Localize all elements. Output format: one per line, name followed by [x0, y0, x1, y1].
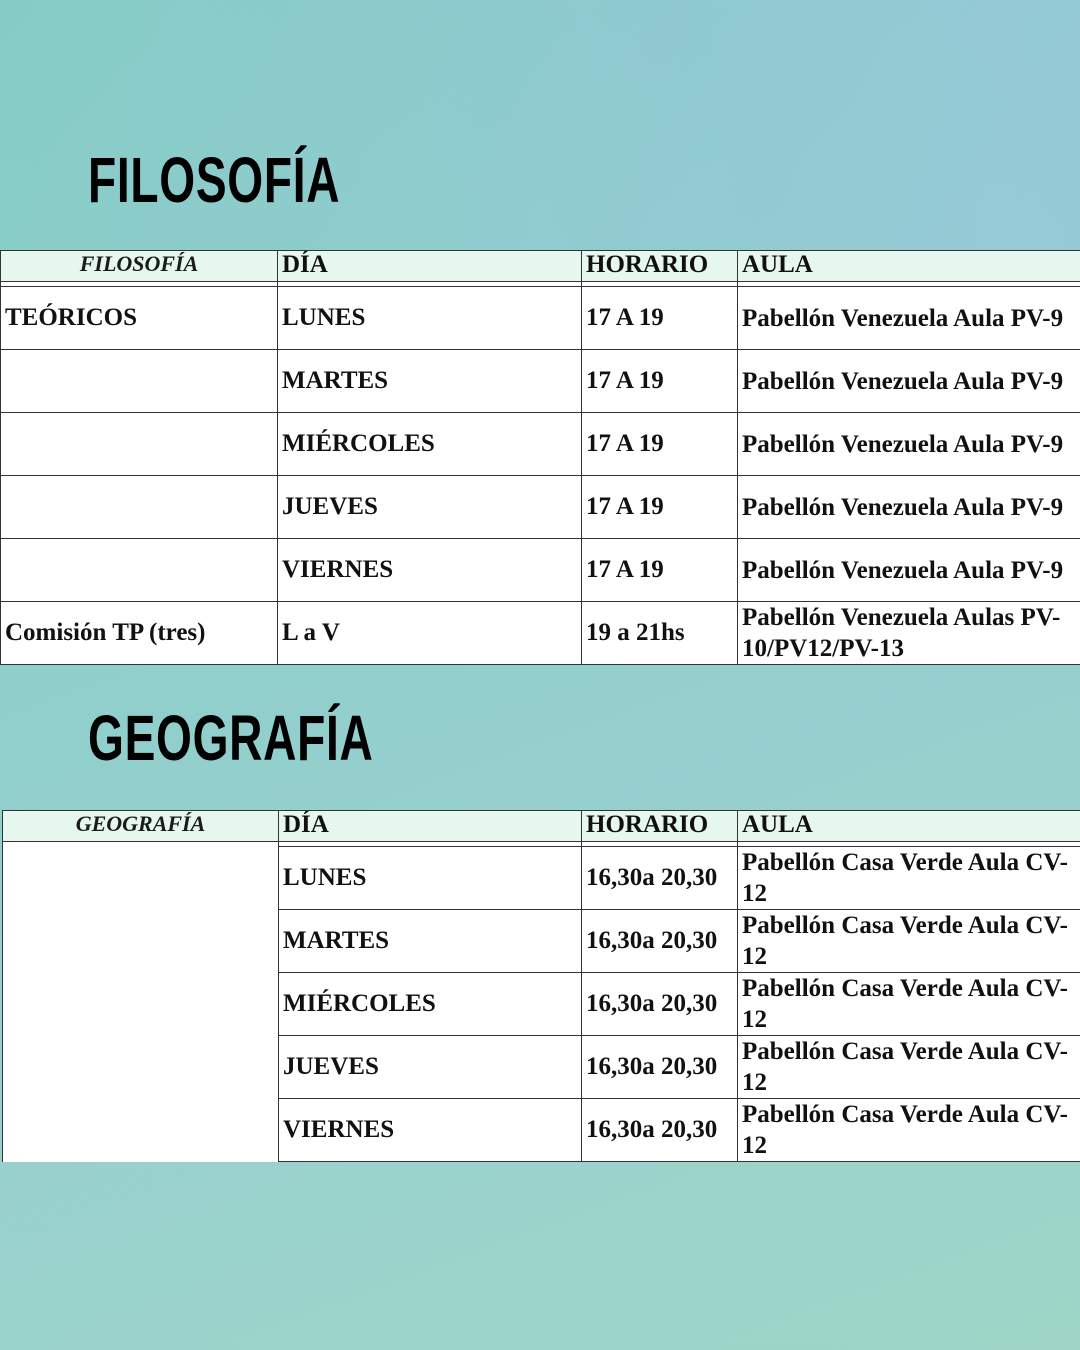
header-dia: DÍA — [279, 811, 582, 842]
row-horario: 16,30a 20,30 — [582, 910, 738, 973]
row-horario: 17 A 19 — [582, 476, 738, 539]
row-aula: Pabellón Venezuela Aula PV-9 — [738, 539, 1080, 602]
row-label: Comisión TP (tres) — [1, 602, 278, 665]
row-label — [1, 413, 278, 476]
header-subject: GEOGRAFÍA — [3, 811, 279, 842]
table-row — [1, 539, 1080, 602]
row-dia: VIERNES — [278, 539, 582, 602]
row-horario: 16,30a 20,30 — [582, 973, 738, 1036]
row-dia: LUNES — [278, 287, 582, 350]
table-row — [1, 413, 1080, 476]
row-horario: 19 a 21hs — [582, 602, 738, 665]
row-dia: MARTES — [279, 910, 582, 973]
row-horario: 17 A 19 — [582, 350, 738, 413]
table-row — [1, 602, 1080, 665]
header-aula: AULA — [738, 251, 1080, 282]
table-header-row — [3, 811, 1080, 842]
schedule-table-geografia — [2, 810, 1080, 1162]
row-horario: 17 A 19 — [582, 539, 738, 602]
row-label — [1, 539, 278, 602]
header-horario: HORARIO — [582, 251, 738, 282]
row-horario: 16,30a 20,30 — [582, 1099, 738, 1162]
row-dia: JUEVES — [279, 1036, 582, 1099]
header-aula: AULA — [738, 811, 1080, 842]
row-dia: L a V — [278, 602, 582, 665]
row-aula: Pabellón Venezuela Aula PV-9 — [738, 350, 1080, 413]
section-title-geografia: GEOGRAFÍA — [88, 702, 374, 774]
row-dia: VIERNES — [279, 1099, 582, 1162]
schedule-table-filosofia — [0, 250, 1080, 665]
row-dia: MARTES — [278, 350, 582, 413]
table-row — [1, 350, 1080, 413]
row-aula: Pabellón Casa Verde Aula CV-12 — [738, 910, 1080, 973]
header-horario: HORARIO — [582, 811, 738, 842]
row-dia: JUEVES — [278, 476, 582, 539]
row-aula: Pabellón Venezuela Aula PV-9 — [738, 476, 1080, 539]
row-dia: MIÉRCOLES — [279, 973, 582, 1036]
row-dia: LUNES — [279, 847, 582, 910]
row-aula: Pabellón Casa Verde Aula CV-12 — [738, 1036, 1080, 1099]
row-horario: 17 A 19 — [582, 413, 738, 476]
section-title-filosofia: FILOSOFÍA — [88, 144, 341, 216]
row-aula: Pabellón Venezuela Aula PV-9 — [738, 413, 1080, 476]
table-row — [1, 287, 1080, 350]
row-dia: MIÉRCOLES — [278, 413, 582, 476]
row-horario: 17 A 19 — [582, 287, 738, 350]
table-header-row — [1, 251, 1080, 282]
row-label: TEÓRICOS — [1, 287, 278, 350]
empty-subject-cell — [3, 842, 279, 1162]
row-label — [1, 350, 278, 413]
row-aula: Pabellón Venezuela Aulas PV-10/PV12/PV-13 — [738, 602, 1080, 665]
table-row — [1, 476, 1080, 539]
row-horario: 16,30a 20,30 — [582, 847, 738, 910]
header-subject: FILOSOFÍA — [1, 251, 278, 282]
header-dia: DÍA — [278, 251, 582, 282]
row-aula: Pabellón Casa Verde Aula CV-12 — [738, 847, 1080, 910]
row-horario: 16,30a 20,30 — [582, 1036, 738, 1099]
row-aula: Pabellón Casa Verde Aula CV-12 — [738, 1099, 1080, 1162]
row-aula: Pabellón Venezuela Aula PV-9 — [738, 287, 1080, 350]
row-aula: Pabellón Casa Verde Aula CV-12 — [738, 973, 1080, 1036]
row-label — [1, 476, 278, 539]
